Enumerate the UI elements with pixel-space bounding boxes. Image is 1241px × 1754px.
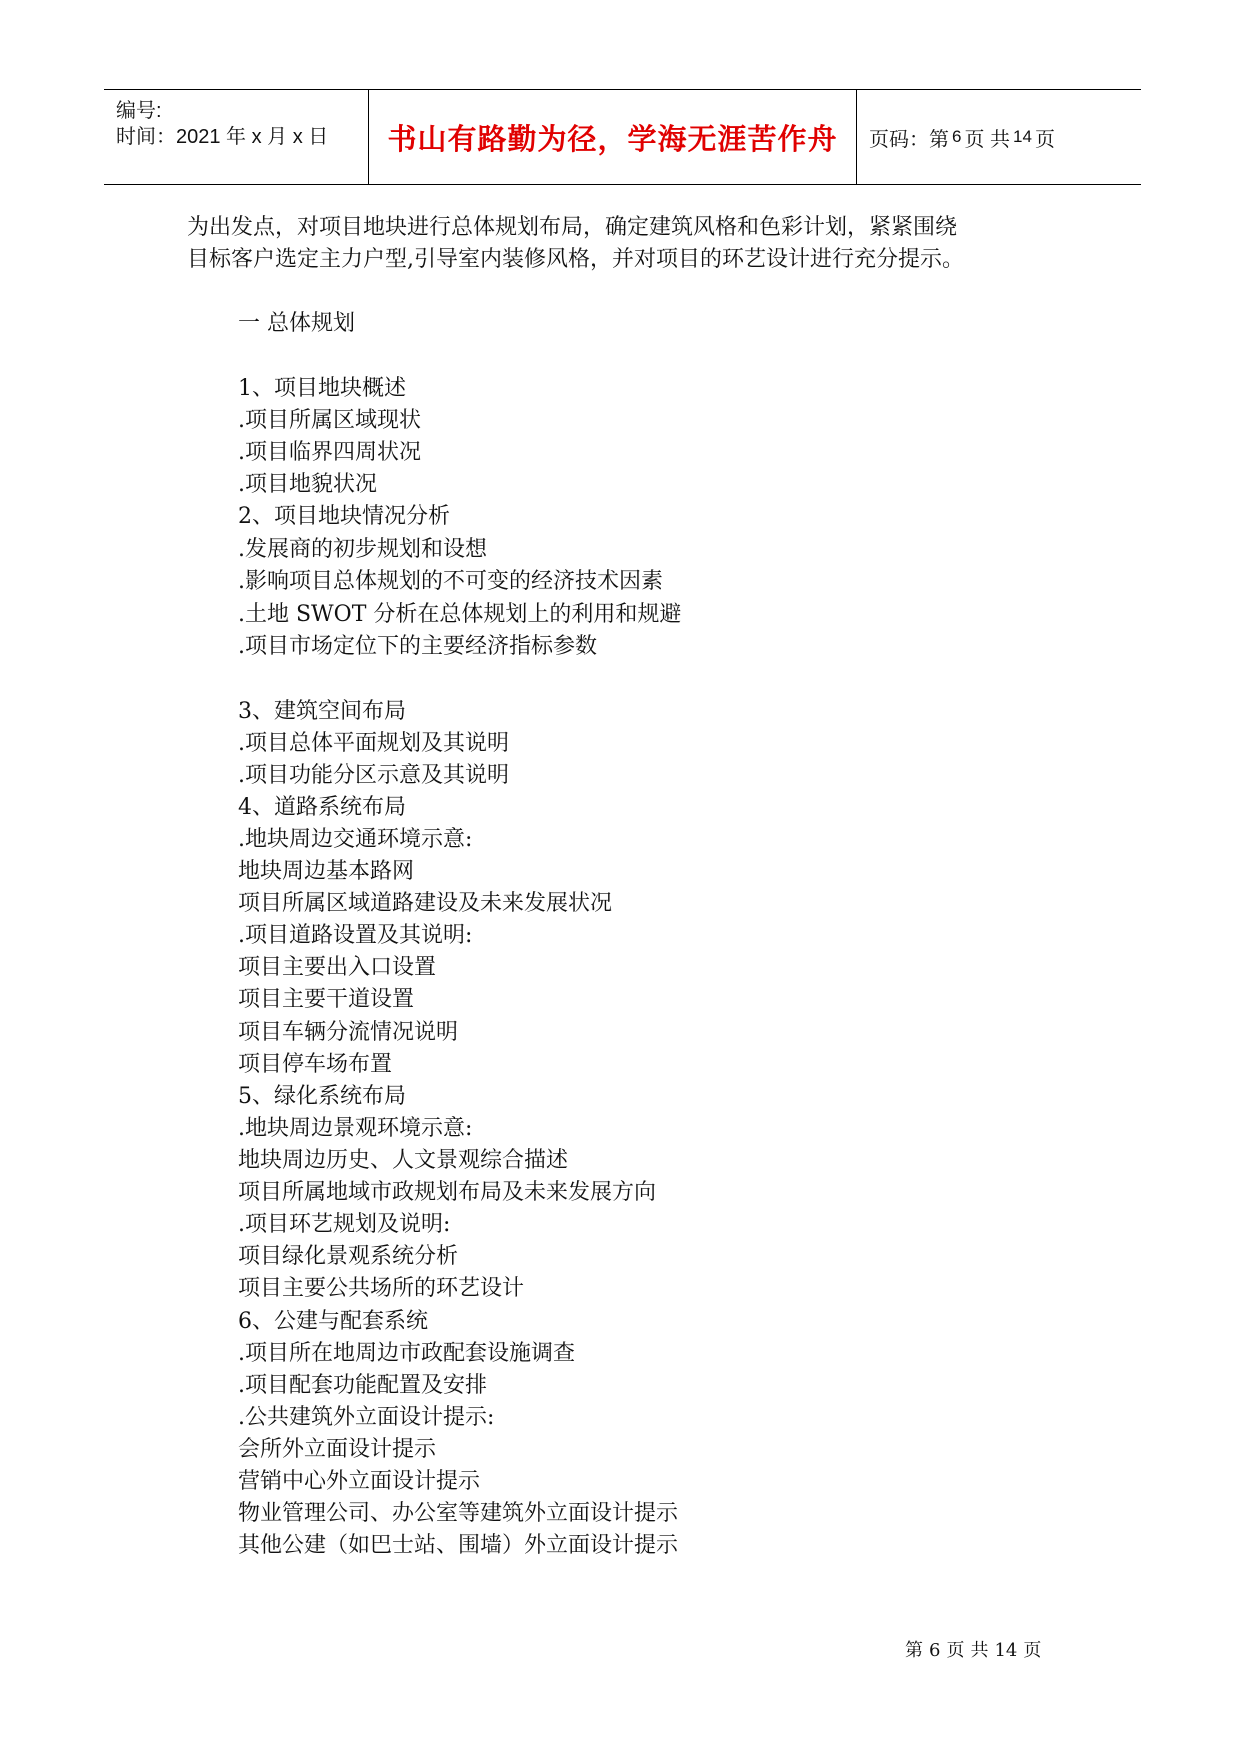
list-item: .项目市场定位下的主要经济指标参数 bbox=[238, 634, 597, 659]
page-header bbox=[104, 89, 1141, 185]
list-item: .地块周边景观环境示意: bbox=[238, 1116, 473, 1141]
section-title: 一 总体规划 bbox=[238, 311, 355, 336]
list-item: .项目地貌状况 bbox=[238, 472, 377, 497]
document-time-label: 时间：2021 年 x 月 x 日 bbox=[116, 126, 329, 148]
page-footer bbox=[905, 1636, 1047, 1662]
list-item: 会所外立面设计提示 bbox=[238, 1437, 437, 1462]
list-item: 项目所属区域道路建设及未来发展状况 bbox=[238, 891, 613, 916]
list-item: 地块周边基本路网 bbox=[238, 859, 415, 884]
page-prefix: 页码：第 bbox=[869, 128, 949, 151]
list-item: 4、道路系统布局 bbox=[238, 795, 406, 820]
list-item: .项目环艺规划及说明: bbox=[238, 1212, 451, 1237]
list-item: 项目主要出入口设置 bbox=[238, 955, 437, 980]
footer-ye: 页 bbox=[1023, 1640, 1042, 1661]
intro-line-1: 为出发点，对项目地块进行总体规划布局，确定建筑风格和色彩计划，紧紧围绕 bbox=[187, 215, 958, 240]
page-total: 14 bbox=[1013, 127, 1032, 146]
page-current: 6 bbox=[952, 127, 962, 146]
document-number-label: 编号: bbox=[116, 100, 162, 122]
list-item: .项目道路设置及其说明: bbox=[238, 923, 473, 948]
footer-di: 第 bbox=[905, 1640, 923, 1661]
intro-line-2: 目标客户选定主力户型,引导室内装修风格，并对项目的环艺设计进行充分提示。 bbox=[187, 247, 964, 272]
list-item: 3、建筑空间布局 bbox=[238, 699, 406, 724]
list-item: .项目所属区域现状 bbox=[238, 408, 421, 433]
list-item: 项目车辆分流情况说明 bbox=[238, 1020, 459, 1045]
footer-ye: 页 bbox=[946, 1640, 965, 1661]
header-motto: 书山有路勤为径，学海无涯苦作舟 bbox=[387, 121, 838, 156]
list-item: 项目绿化景观系统分析 bbox=[238, 1244, 459, 1269]
list-item: 项目主要干道设置 bbox=[238, 987, 415, 1012]
list-item: .影响项目总体规划的不可变的经济技术因素 bbox=[238, 569, 663, 594]
list-item: 1、项目地块概述 bbox=[238, 376, 406, 401]
list-item: 项目所属地域市政规划布局及未来发展方向 bbox=[238, 1180, 657, 1205]
footer-total-pages: 14 bbox=[994, 1640, 1018, 1661]
list-item: 项目主要公共场所的环艺设计 bbox=[238, 1276, 525, 1301]
list-item: 2、项目地块情况分析 bbox=[238, 504, 450, 529]
list-item: .项目总体平面规划及其说明 bbox=[238, 731, 509, 756]
list-item: .地块周边交通环境示意: bbox=[238, 827, 473, 852]
footer-current-page: 6 bbox=[929, 1640, 941, 1661]
header-motto-cell bbox=[369, 90, 857, 184]
list-item: 6、公建与配套系统 bbox=[238, 1309, 428, 1334]
list-item: 物业管理公司、办公室等建筑外立面设计提示 bbox=[238, 1501, 679, 1526]
list-item: 项目停车场布置 bbox=[238, 1052, 393, 1077]
list-item: .项目临界四周状况 bbox=[238, 440, 421, 465]
list-item: 地块周边历史、人文景观综合描述 bbox=[238, 1148, 569, 1173]
list-item: 5、绿化系统布局 bbox=[238, 1084, 406, 1109]
header-meta-cell bbox=[104, 90, 369, 184]
list-item: 营销中心外立面设计提示 bbox=[238, 1469, 481, 1494]
page-mid: 页 共 bbox=[964, 128, 1011, 151]
list-item: 其他公建（如巴士站、围墙）外立面设计提示 bbox=[238, 1533, 679, 1558]
page-suffix: 页 bbox=[1034, 128, 1055, 151]
header-page-cell bbox=[857, 90, 1141, 184]
list-item: .发展商的初步规划和设想 bbox=[238, 537, 487, 562]
list-item: .项目所在地周边市政配套设施调查 bbox=[238, 1341, 575, 1366]
footer-gong: 共 bbox=[970, 1640, 989, 1661]
list-item: .项目功能分区示意及其说明 bbox=[238, 763, 509, 788]
list-item: .项目配套功能配置及安排 bbox=[238, 1373, 487, 1398]
list-item: .公共建筑外立面设计提示: bbox=[238, 1405, 495, 1430]
list-item: .土地 SWOT 分析在总体规划上的利用和规避 bbox=[238, 602, 682, 627]
